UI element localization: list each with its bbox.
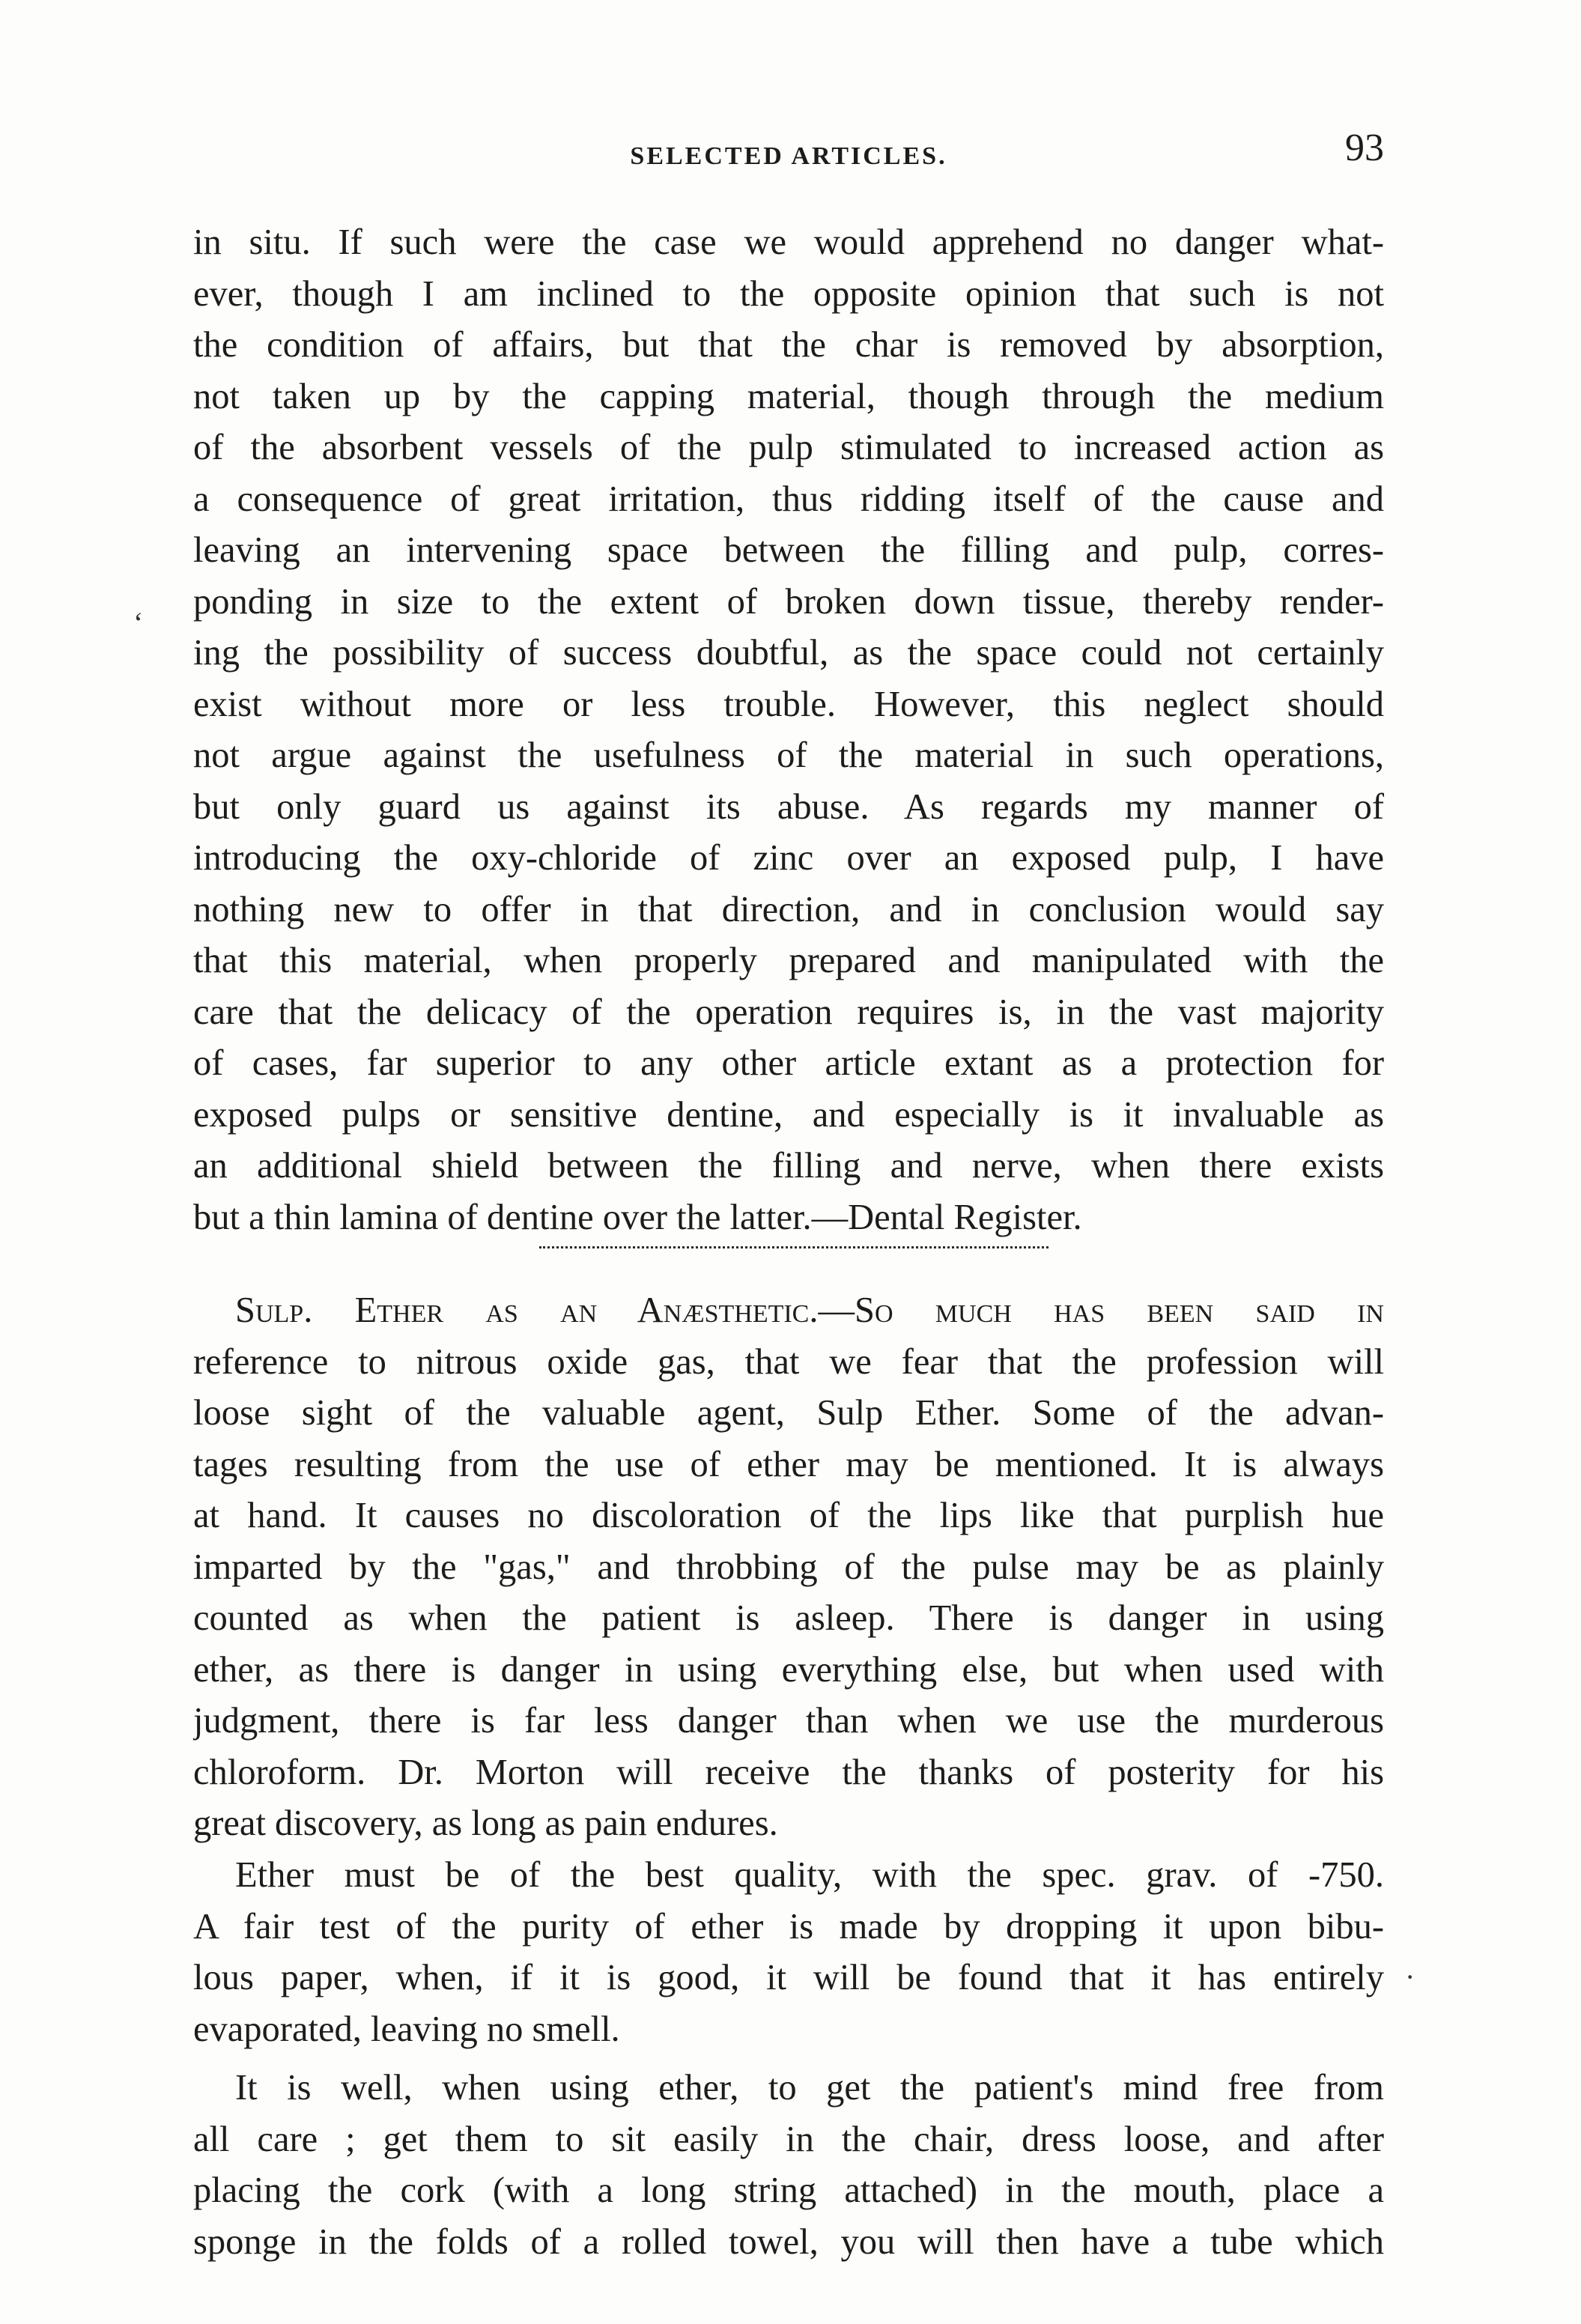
- text-line: the condition of affairs, but that the char is removed by absorption,: [193, 325, 1384, 365]
- text-line: ether, as there is danger in using everything else, but when used with: [193, 1649, 1384, 1690]
- text-line: Ether must be of the best quality, with the spec. grav. of -750.: [235, 1855, 1384, 1895]
- text-line: introducing the oxy-chloride of zinc over an exposed pulp, I have: [193, 838, 1384, 878]
- paragraph-continuation: [193, 217, 1384, 1243]
- text-line: chloroform. Dr. Morton will receive the thanks of posterity for his: [193, 1752, 1384, 1792]
- text-line: nothing new to offer in that direction, and in conclusion would say: [193, 889, 1384, 929]
- text-line: of cases, far superior to any other article extant as a protection for: [193, 1043, 1384, 1083]
- text-line: all care ; get them to sit easily in the chair, dress loose, and after: [193, 2119, 1384, 2159]
- section-heading-line: Sulp. Ether as an Anæsthetic.—So much has been said in: [235, 1290, 1384, 1330]
- text-line: reference to nitrous oxide gas, that we fear that the profession will: [193, 1341, 1384, 1382]
- text-line: in situ. If such were the case we would apprehend no danger what-: [193, 222, 1384, 262]
- text-line: great discovery, as long as pain endures.: [193, 1803, 778, 1843]
- running-head: SELECTED ARTICLES.: [630, 142, 947, 170]
- text-line: A fair test of the purity of ether is made by dropping it upon bibu-: [193, 1906, 1384, 1947]
- text-line: It is well, when using ether, to get the patient's mind free from: [235, 2068, 1384, 2108]
- text-line: at hand. It causes no discoloration of the lips like that purplish hue: [193, 1496, 1384, 1535]
- paragraph-ether-quality: [193, 1850, 1384, 2055]
- text-line: imparted by the "gas," and throbbing of the pulse may be as plainly: [193, 1547, 1384, 1587]
- stray-mark: ‘: [133, 606, 144, 640]
- paragraph-patient: [193, 2063, 1384, 2268]
- text-line: exist without more or less trouble. However, this neglect should: [193, 684, 1384, 724]
- text-line: evaporated, leaving no smell.: [193, 2009, 620, 2049]
- stray-mark: ·: [1405, 1960, 1415, 1994]
- page-number: 93: [1345, 127, 1384, 169]
- text-line: ever, though I am inclined to the opposite opinion that such is not: [193, 273, 1384, 314]
- text-line: ing the possibility of success doubtful, as the space could not certainly: [193, 633, 1384, 673]
- text-line: a consequence of great irritation, thus ridding itself of the cause and: [193, 479, 1384, 519]
- text-line: loose sight of the valuable agent, Sulp Ether. Some of the advan-: [193, 1393, 1384, 1433]
- text-line: exposed pulps or sensitive dentine, and especially is it invaluable as: [193, 1094, 1384, 1135]
- text-line: lous paper, when, if it is good, it will be found that it has entirely: [193, 1958, 1384, 1997]
- text-line: sponge in the folds of a rolled towel, you will then have a tube which: [193, 2221, 1384, 2262]
- text-line: but a thin lamina of dentine over the latter.—Dental Register.: [193, 1197, 1082, 1237]
- text-line: counted as when the patient is asleep. There is danger in using: [193, 1598, 1384, 1638]
- text-line: that this material, when properly prepared and manipulated with the: [193, 941, 1384, 980]
- text-line: care that the delicacy of the operation requires is, in the vast majority: [193, 992, 1384, 1032]
- text-line: but only guard us against its abuse. As regards my manner of: [193, 786, 1384, 827]
- text-line: judgment, there is far less danger than when we use the murderous: [193, 1701, 1384, 1741]
- paragraph-sulp-ether: [193, 1285, 1384, 1850]
- page-header: [193, 126, 1384, 186]
- text-line: ponding in size to the extent of broken down tissue, thereby render-: [193, 581, 1384, 622]
- text-line: tages resulting from the use of ether may be mentioned. It is always: [193, 1444, 1384, 1484]
- text-line: placing the cork (with a long string attached) in the mouth, place a: [193, 2170, 1384, 2210]
- text-line: an additional shield between the filling and nerve, when there exists: [193, 1146, 1384, 1186]
- text-line: not argue against the usefulness of the material in such operations,: [193, 735, 1384, 775]
- text-line: of the absorbent vessels of the pulp stimulated to increased action as: [193, 428, 1384, 467]
- text-line: not taken up by the capping material, though through the medium: [193, 376, 1384, 416]
- section-divider: [539, 1246, 1049, 1249]
- text-line: leaving an intervening space between the filling and pulp, corres-: [193, 530, 1384, 570]
